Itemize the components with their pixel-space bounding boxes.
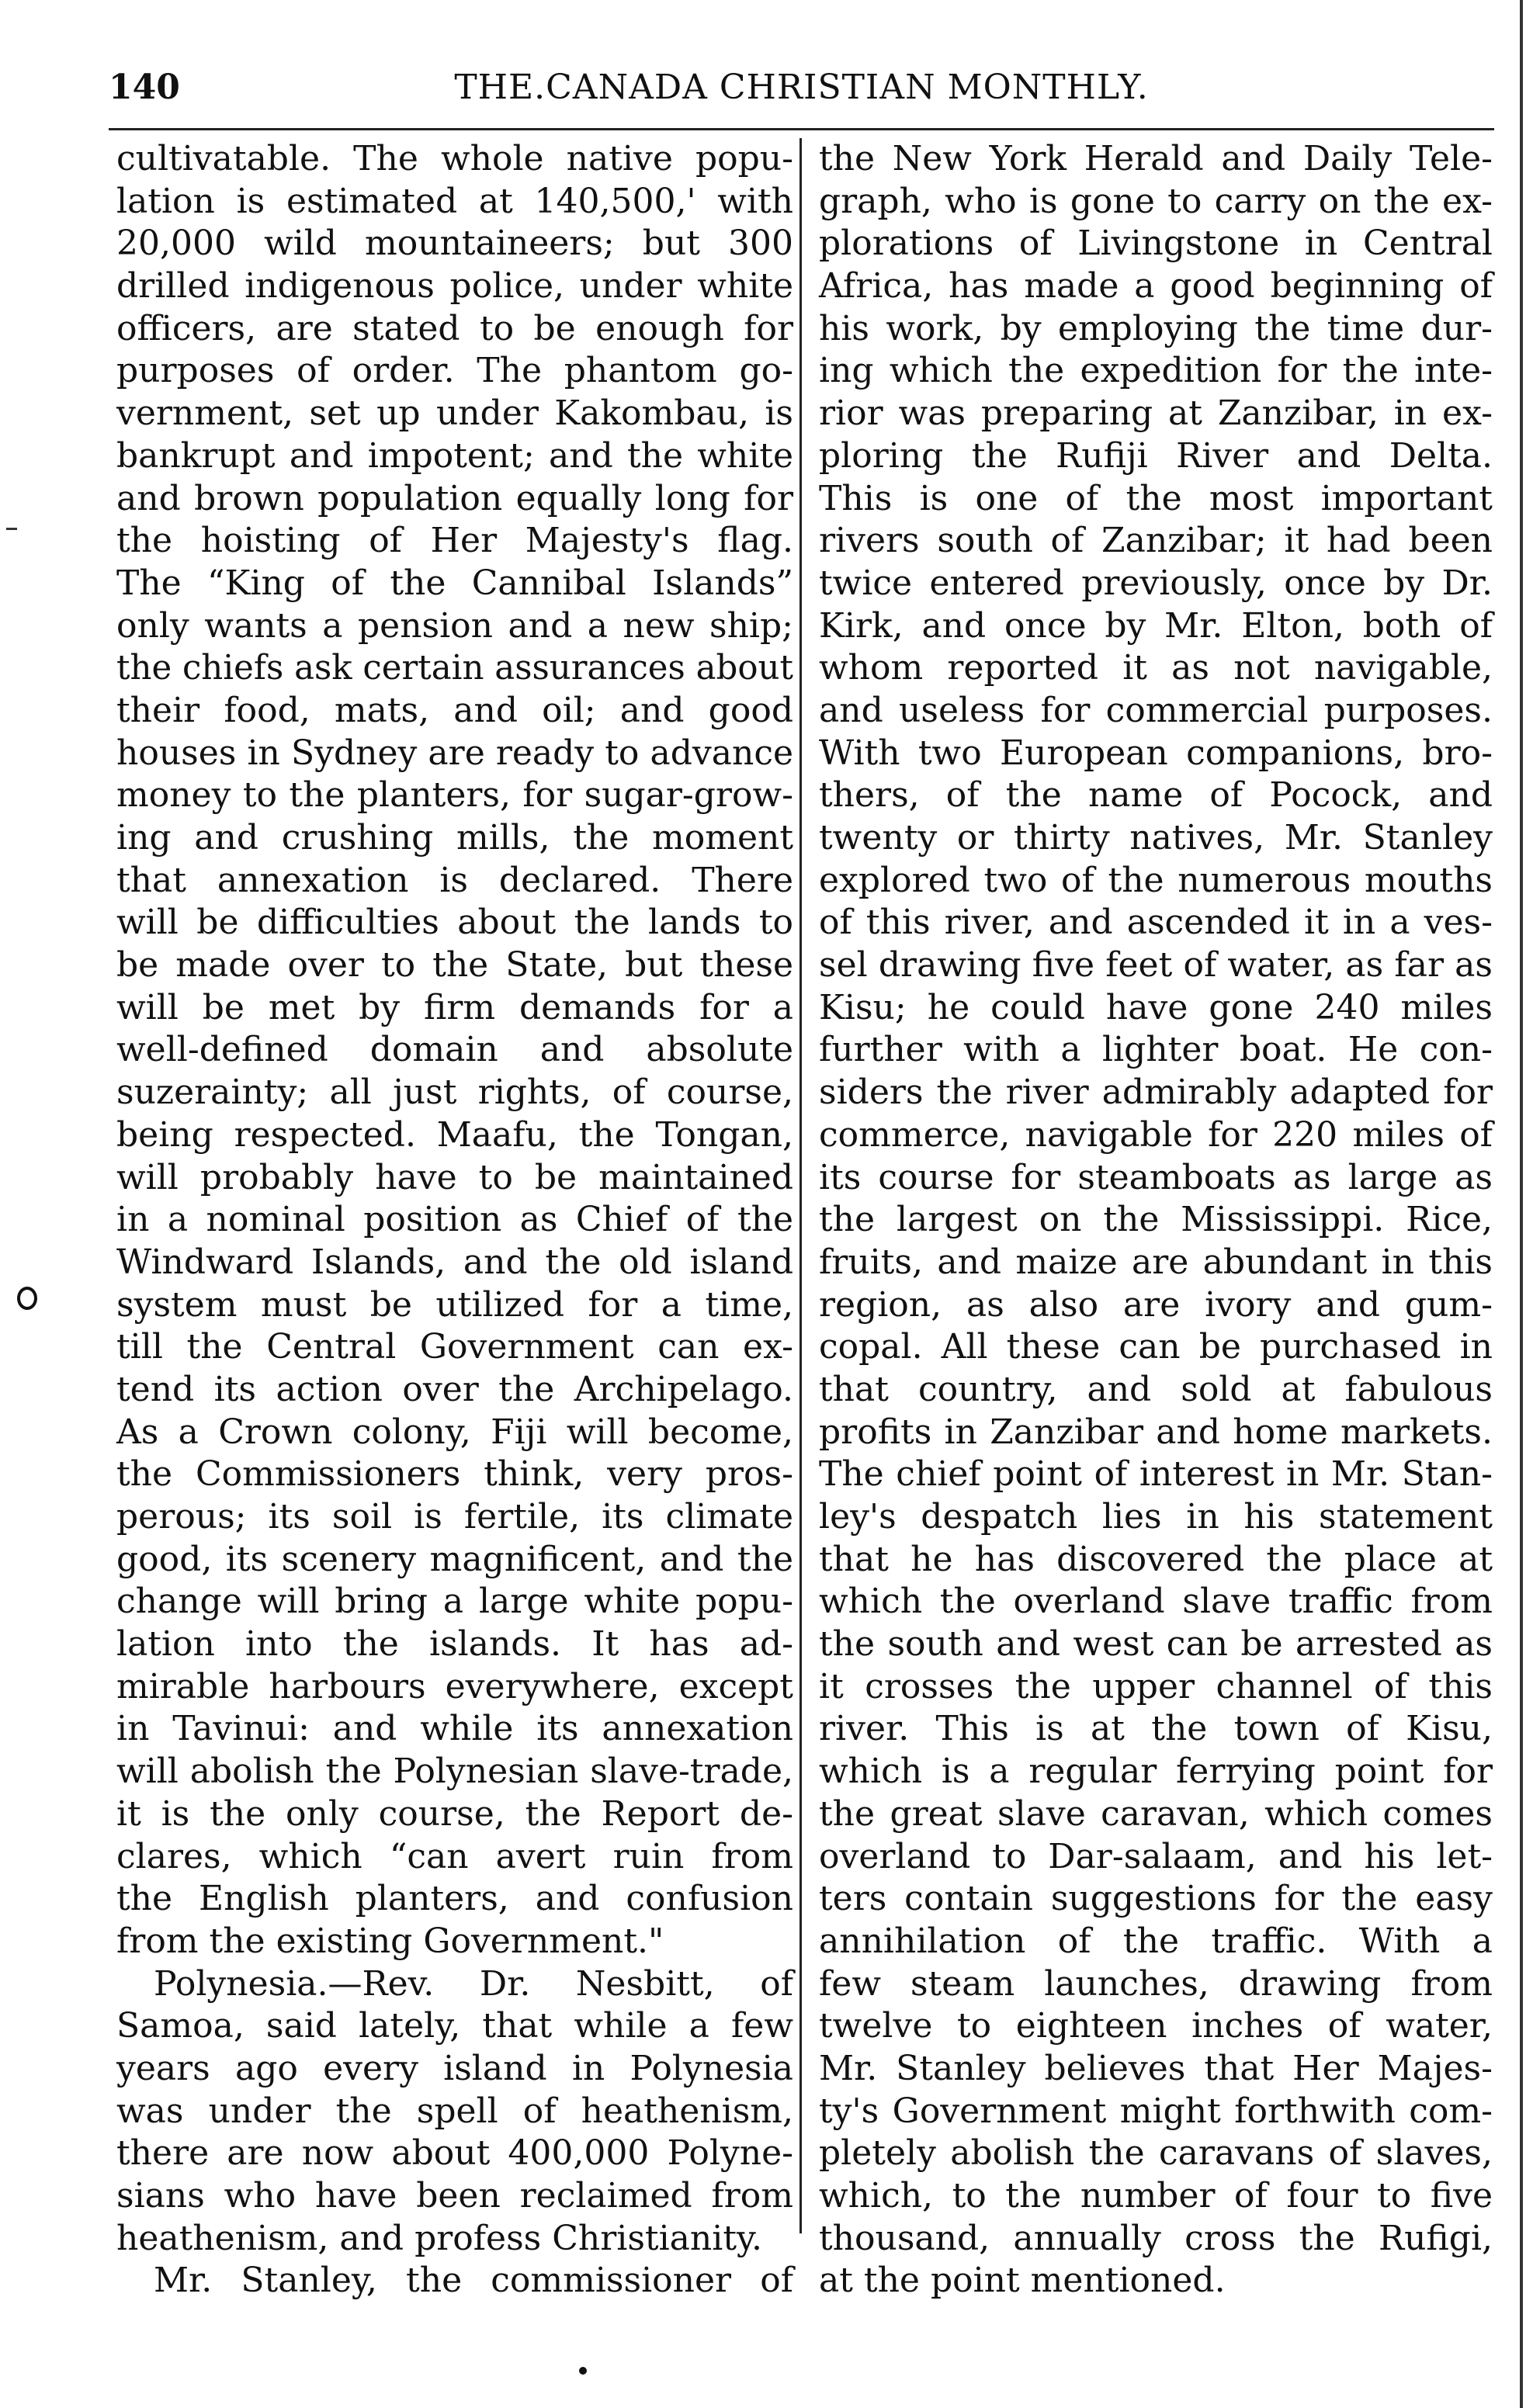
text-line: 20,000 wild mountaineers; but 300 xyxy=(116,223,793,264)
text-line: graph, who is gone to carry on the ex- xyxy=(819,181,1493,221)
text-line: twelve to eighteen inches of water, xyxy=(819,2006,1493,2046)
margin-tick-mark xyxy=(6,528,17,530)
text-line: the Commissioners think, very pros- xyxy=(116,1454,793,1495)
text-line: annihilation of the traffic. With a xyxy=(819,1921,1493,1961)
text-line: the chiefs ask certain assurances about xyxy=(116,648,793,688)
text-line: which, to the number of four to five xyxy=(819,2176,1493,2216)
text-line: thousand, annually cross the Rufigi, xyxy=(819,2218,1493,2258)
stray-ink-mark xyxy=(17,1287,37,1310)
text-line: The chief point of interest in Mr. Stan- xyxy=(819,1454,1493,1495)
text-line: and brown population equally long for xyxy=(116,478,793,518)
text-line: ters contain suggestions for the easy xyxy=(819,1879,1493,1919)
text-line: clares, which “can avert ruin from xyxy=(116,1836,793,1876)
text-line: sians who have been reclaimed from xyxy=(116,2176,793,2216)
text-line: the New York Herald and Daily Tele- xyxy=(819,139,1493,178)
text-line: at the point mentioned. xyxy=(819,2261,1226,2301)
left-column xyxy=(116,138,793,2302)
text-line: suzerainty; all just rights, of course, xyxy=(116,1072,793,1113)
text-line: that annexation is declared. There xyxy=(116,860,793,900)
text-line: Kirk, and once by Mr. Elton, both of xyxy=(819,605,1493,646)
text-line: rior was preparing at Zanzibar, in ex- xyxy=(819,393,1493,434)
text-line: lation is estimated at 140,500,' with xyxy=(116,181,793,221)
text-line: well-defined domain and absolute xyxy=(116,1030,793,1070)
text-line: from the existing Government." xyxy=(116,1921,664,1961)
text-line: explored two of the numerous mouths xyxy=(819,860,1493,900)
text-line: vernment, set up under Kakombau, is xyxy=(116,393,793,434)
text-line: the great slave caravan, which comes xyxy=(819,1793,1493,1834)
text-line: Samoa, said lately, that while a few xyxy=(116,2006,793,2046)
column-divider xyxy=(799,138,802,2233)
text-line: of this river, and ascended it in a ves- xyxy=(819,903,1493,943)
text-line: sel drawing five feet of water, as far as xyxy=(819,945,1493,986)
text-line: change will bring a large white popu- xyxy=(116,1582,793,1622)
text-line: Mr. Stanley, the commissioner of xyxy=(154,2261,793,2301)
header-rule xyxy=(109,128,1494,130)
text-line: bankrupt and impotent; and the white xyxy=(116,435,793,476)
text-line: which is a regular ferrying point for xyxy=(819,1751,1493,1792)
text-line: it crosses the upper channel of this xyxy=(819,1666,1493,1706)
text-line: purposes of order. The phantom go- xyxy=(116,351,793,391)
text-line: money to the planters, for sugar-grow- xyxy=(116,775,793,816)
text-line: The “King of the Cannibal Islands” xyxy=(116,563,793,603)
text-line: which the overland slave traffic from xyxy=(819,1582,1493,1622)
text-line: perous; its soil is fertile, its climate xyxy=(116,1497,793,1537)
text-line: fruits, and maize are abundant in this xyxy=(819,1242,1493,1282)
text-line: ploring the Rufiji River and Delta. xyxy=(819,435,1493,476)
text-line: ley's despatch lies in his statement xyxy=(819,1497,1493,1537)
text-line: few steam launches, drawing from xyxy=(819,1963,1493,2004)
text-line: good, its scenery magnificent, and the xyxy=(116,1539,793,1579)
text-line: region, as also are ivory and gum- xyxy=(819,1284,1493,1325)
text-line: only wants a pension and a new ship; xyxy=(116,605,793,646)
text-line: profits in Zanzibar and home markets. xyxy=(819,1412,1493,1452)
right-column xyxy=(819,138,1493,2302)
text-line: that country, and sold at fabulous xyxy=(819,1369,1493,1409)
text-line: ty's Government might forthwith com- xyxy=(819,2091,1493,2131)
running-title: THE.CANADA CHRISTIAN MONTHLY. xyxy=(454,68,1149,107)
text-line: and useless for commercial purposes. xyxy=(819,690,1493,730)
text-line: till the Central Government can ex- xyxy=(116,1327,793,1367)
text-line: the hoisting of Her Majesty's flag. xyxy=(116,521,793,561)
text-line: officers, are stated to be enough for xyxy=(116,308,793,348)
text-line: twice entered previously, once by Dr. xyxy=(819,563,1493,603)
text-line: be made over to the State, but these xyxy=(116,945,793,986)
text-line: tend its action over the Archipelago. xyxy=(116,1369,793,1409)
text-line: rivers south of Zanzibar; it had been xyxy=(819,521,1493,561)
text-line: plorations of Livingstone in Central xyxy=(819,223,1493,264)
text-line: cultivatable. The whole native popu- xyxy=(116,139,793,178)
text-line: copal. All these can be purchased in xyxy=(819,1327,1493,1367)
text-line: Kisu; he could have gone 240 miles xyxy=(819,987,1493,1027)
text-line: will abolish the Polynesian slave-trade, xyxy=(116,1751,793,1792)
text-line: will be difficulties about the lands to xyxy=(116,903,793,943)
text-line: river. This is at the town of Kisu, xyxy=(819,1709,1493,1749)
text-line: siders the river admirably adapted for xyxy=(819,1072,1493,1113)
page-edge-rule xyxy=(1520,0,1523,2408)
text-line: heathenism, and profess Christianity. xyxy=(116,2218,763,2258)
text-line: commerce, navigable for 220 miles of xyxy=(819,1114,1493,1155)
text-line: there are now about 400,000 Polyne- xyxy=(116,2133,793,2174)
text-line: overland to Dar-salaam, and his let- xyxy=(819,1836,1493,1876)
text-line: houses in Sydney are ready to advance xyxy=(116,733,793,773)
text-line: Polynesia.—Rev. Dr. Nesbitt, of xyxy=(154,1963,793,2004)
text-line: its course for steamboats as large as xyxy=(819,1157,1493,1197)
text-line: will be met by firm demands for a xyxy=(116,987,793,1027)
text-line: whom reported it as not navigable, xyxy=(819,648,1493,688)
text-line: their food, mats, and oil; and good xyxy=(116,690,793,730)
text-line: in a nominal position as Chief of the xyxy=(116,1200,793,1240)
text-line: it is the only course, the Report de- xyxy=(116,1793,793,1834)
text-line: years ago every island in Polynesia xyxy=(116,2048,793,2088)
text-line: drilled indigenous police, under white xyxy=(116,266,793,307)
text-line: that he has discovered the place at xyxy=(819,1539,1493,1579)
text-line: thers, of the name of Pocock, and xyxy=(819,775,1493,816)
text-line: system must be utilized for a time, xyxy=(116,1284,793,1325)
text-line: ing which the expedition for the inte- xyxy=(819,351,1493,391)
text-line: was under the spell of heathenism, xyxy=(116,2091,793,2131)
text-line: Windward Islands, and the old island xyxy=(116,1242,793,1282)
text-line: the south and west can be arrested as xyxy=(819,1624,1493,1665)
text-line: will probably have to be maintained xyxy=(116,1157,793,1197)
text-line: ing and crushing mills, the moment xyxy=(116,818,793,858)
text-line: As a Crown colony, Fiji will become, xyxy=(116,1412,793,1452)
text-line: the largest on the Mississippi. Rice, xyxy=(819,1200,1493,1240)
text-line: pletely abolish the caravans of slaves, xyxy=(819,2133,1493,2174)
page-header xyxy=(109,61,1494,115)
text-line: lation into the islands. It has ad- xyxy=(116,1624,793,1665)
ink-dot xyxy=(579,2367,587,2375)
text-line: This is one of the most important xyxy=(819,478,1493,518)
text-line: With two European companions, bro- xyxy=(819,733,1493,773)
text-line: mirable harbours everywhere, except xyxy=(116,1666,793,1706)
text-line: twenty or thirty natives, Mr. Stanley xyxy=(819,818,1493,858)
text-line: the English planters, and confusion xyxy=(116,1879,793,1919)
text-line: further with a lighter boat. He con- xyxy=(819,1030,1493,1070)
text-line: Mr. Stanley believes that Her Majes- xyxy=(819,2048,1493,2088)
text-line: in Tavinui: and while its annexation xyxy=(116,1709,793,1749)
text-line: being respected. Maafu, the Tongan, xyxy=(116,1114,793,1155)
text-line: Africa, has made a good beginning of xyxy=(819,266,1493,307)
page-number: 140 xyxy=(109,68,180,107)
text-line: his work, by employing the time dur- xyxy=(819,308,1493,348)
